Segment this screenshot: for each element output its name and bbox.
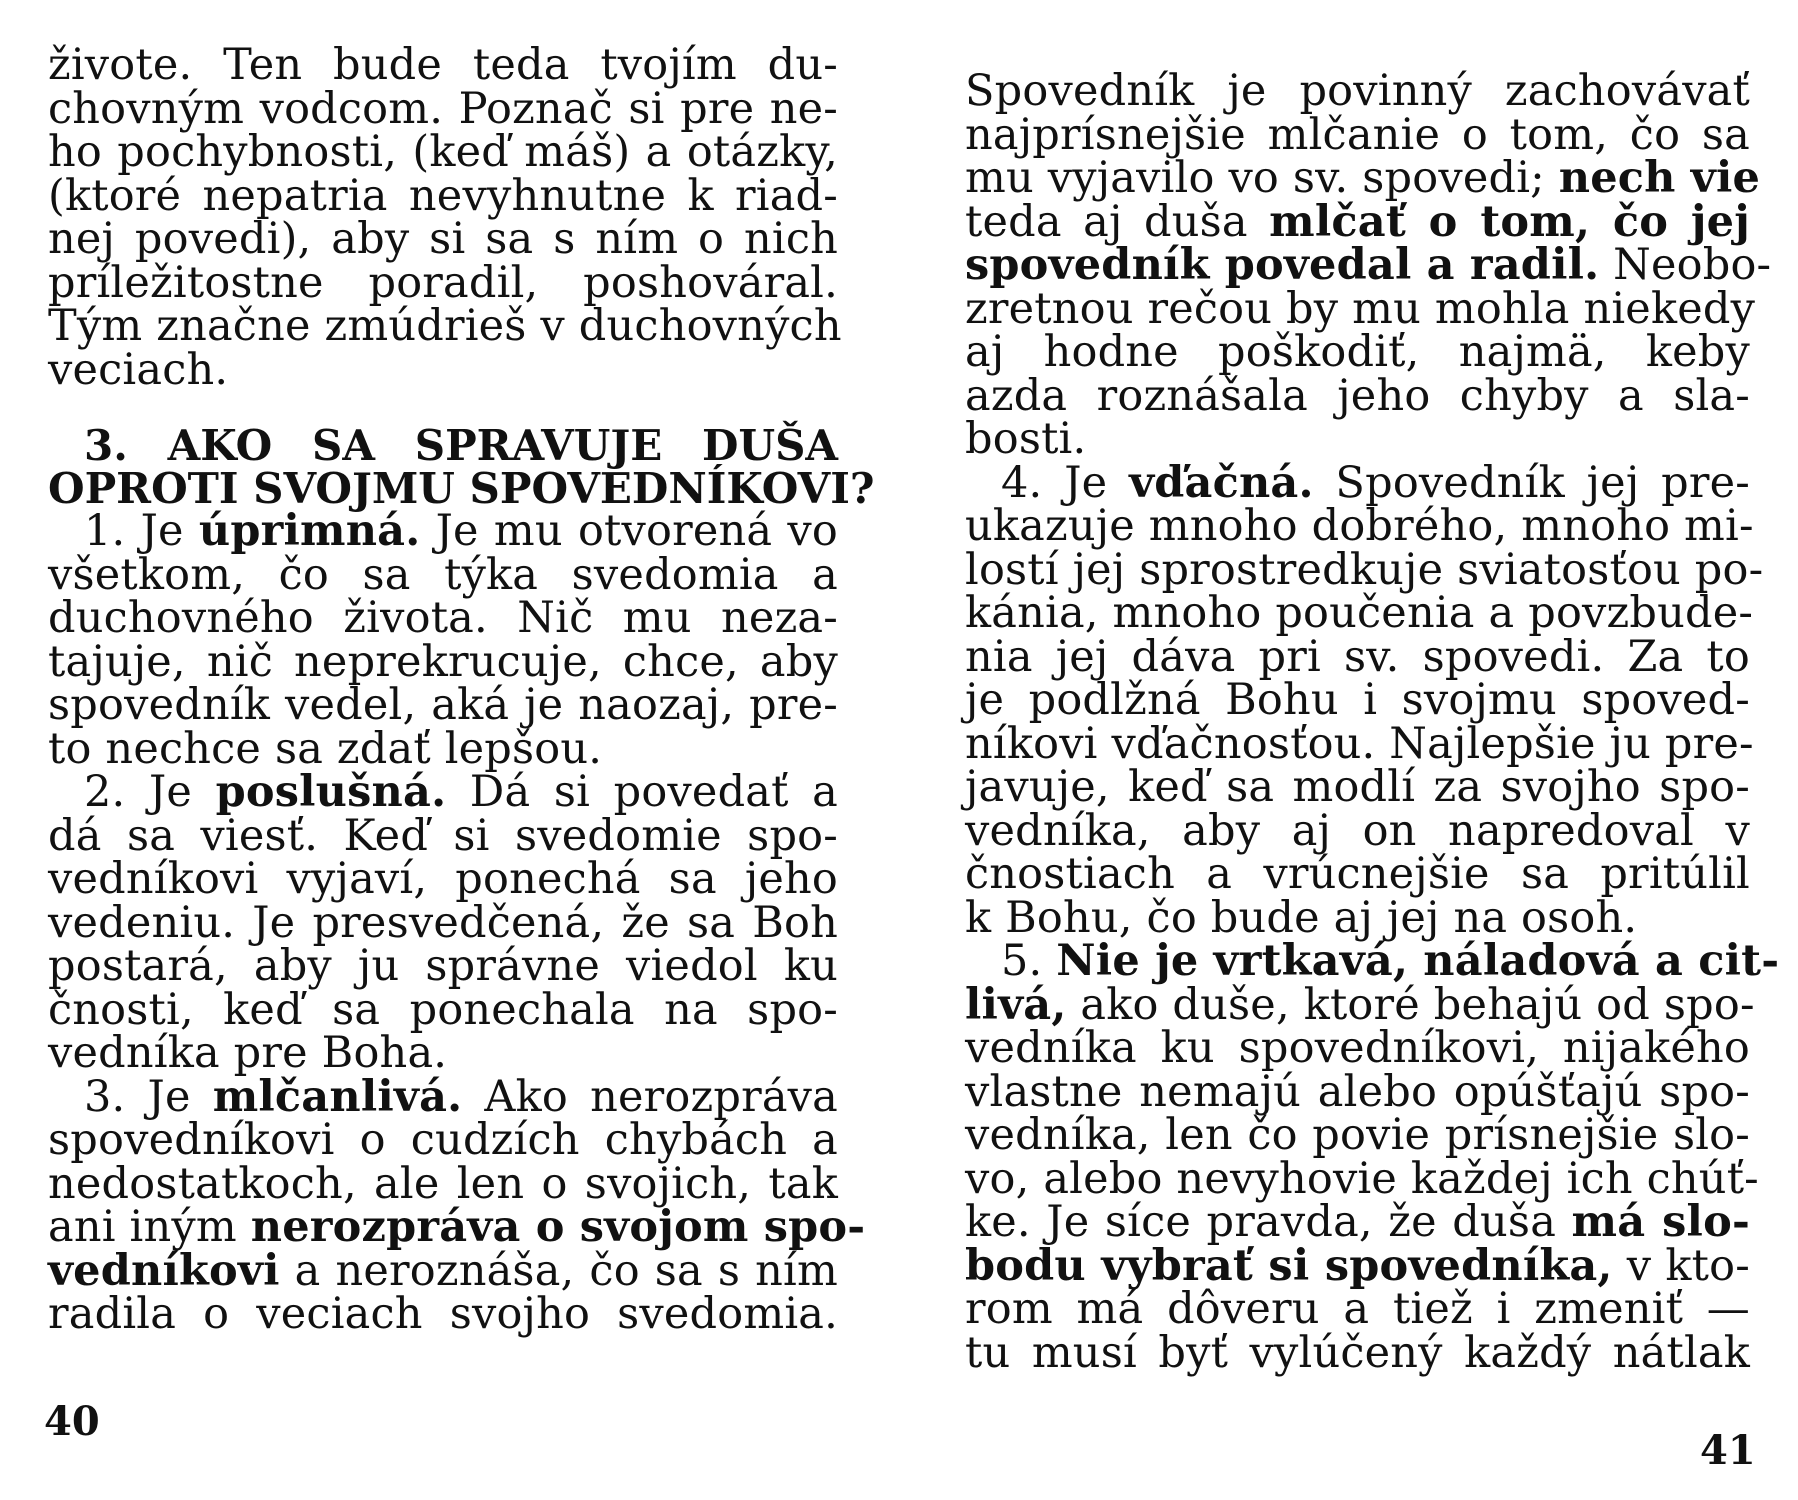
bold-term: bodu vybrať si spovedníka, (965, 1240, 1613, 1291)
text-line: vedníka, len čo povie prísnejšie slo- (965, 1110, 1750, 1160)
text-span: ako duše, ktoré behajú od spo- (1066, 979, 1755, 1030)
text-line: to nechce sa zdať lepšou. (48, 723, 603, 774)
text-line: Tým značne zmúdrieš v duchovných (48, 301, 842, 351)
text-line: aj hodne poškodiť, najmä, keby (965, 327, 1750, 377)
text-span: 5. (1001, 936, 1057, 986)
spacer (48, 392, 838, 424)
text-span: v kto- (1612, 1240, 1750, 1291)
text-span: Neobo- (1599, 240, 1772, 290)
text-span: Dá si povedať a (446, 767, 838, 817)
text-line: radila o veciach svojho svedomia. (48, 1289, 838, 1339)
text-span: ke. Je síce pravda, že duša (965, 1197, 1572, 1247)
page-number-left: 40 (44, 1398, 100, 1445)
left-page (48, 40, 875, 1339)
text-line (965, 979, 1755, 1030)
text-line: vedníka ku spovedníkovi, nijakého (965, 1023, 1750, 1073)
text-line: lostí jej sprostredkuje sviatosťou po- (965, 544, 1764, 595)
text-span: Je mu otvorená vo (420, 506, 839, 556)
text-line: živote. Ten bude teda tvojím du- (48, 40, 838, 90)
bold-term: úprimná. (198, 506, 421, 556)
bold-term: spovedník povedal a radil. (965, 240, 1600, 290)
text-line: zretnou rečou by mu mohla niekedy (965, 283, 1756, 334)
text-span: a neroznáša, čo sa s ním (279, 1245, 838, 1296)
bold-term: livá, (965, 979, 1067, 1030)
text-line: k Bohu, čo bude aj jej na osoh. (965, 892, 1638, 943)
text-line: níkovi vďačnosťou. Najlepšie ju pre- (965, 718, 1754, 769)
section-heading-line2: OPROTI SVOJMU SPOVEDNÍKOVI? (48, 464, 875, 513)
paragraph-5-first-line (965, 936, 1780, 986)
text-line: dá sa viesť. Keď si svedomie spo- (48, 810, 838, 861)
text-span: teda aj duša (965, 196, 1270, 247)
text-line: vedeniu. Je presvedčená, že sa Boh (48, 897, 838, 948)
text-span: 3. Je (84, 1071, 213, 1122)
text-line: ukazuje mnoho dobrého, mnoho mi- (965, 501, 1754, 551)
text-line: tajuje, nič neprekrucuje, chce, aby (48, 636, 838, 687)
bold-term: mlčať o tom, čo jej (1269, 196, 1750, 247)
page-number-right: 41 (1700, 1427, 1756, 1474)
bold-term: vďačná. (1129, 457, 1314, 508)
text-line: postará, aby ju správne viedol ku (48, 941, 838, 991)
text-span: 2. Je (84, 767, 216, 817)
text-line: je podlžná Bohu i svojmu spoved- (965, 675, 1750, 725)
text-line: vedníkovi vyjaví, ponechá sa jeho (48, 854, 838, 904)
text-line: duchovného života. Nič mu neza- (48, 593, 838, 643)
text-line: ho pochybnosti, (keď máš) a otázky, (48, 127, 838, 177)
text-line: azda roznášala jeho chyby a sla- (965, 370, 1750, 421)
bold-term: nerozpráva o svojom spo- (250, 1202, 866, 1252)
text-span: 1. Je (84, 506, 199, 556)
text-line: vedníka, aby aj on napredoval v (965, 805, 1750, 856)
bold-term: vedníkovi (48, 1245, 280, 1296)
paragraph-3-first-line (48, 1071, 838, 1122)
section-heading-line1: 3. AKO SA SPRAVUJE DUŠA (84, 421, 838, 470)
text-line: nej povedi), aby si sa s ním o nich (48, 214, 838, 264)
bold-term: nech vie (1558, 153, 1761, 203)
text-span: Ako nerozpráva (462, 1071, 838, 1122)
text-line (48, 1245, 838, 1296)
text-span: mu vyjavilo vo sv. spovedi; (965, 153, 1559, 203)
text-line: javuje, keď sa modlí za svojho spo- (965, 762, 1750, 812)
text-line: najprísnejšie mlčanie o tom, čo sa (965, 109, 1750, 160)
text-line: čnostiach a vrúcnejšie sa pritúlil (965, 849, 1750, 899)
text-line: spovedník vedel, aká je naozaj, pre- (48, 680, 838, 730)
paragraph-1-first-line (48, 506, 839, 556)
bold-term: má slo- (1571, 1197, 1750, 1247)
text-line: nedostatkoch, ale len o svojich, tak (48, 1158, 838, 1209)
text-line: bosti. (965, 414, 1087, 464)
text-line: nia jej dáva pri sv. spovedi. Za to (965, 631, 1750, 682)
text-line: chovným vodcom. Poznač si pre ne- (48, 83, 838, 134)
text-line: vo, alebo nevyhovie každej ich chúť- (965, 1153, 1759, 1204)
text-line: veciach. (48, 344, 229, 395)
text-line (965, 240, 1772, 290)
text-line (48, 1202, 866, 1252)
text-line (965, 153, 1761, 203)
text-span: Spovedník jej pre- (1313, 457, 1750, 508)
paragraph-4-first-line (965, 457, 1750, 508)
text-line (965, 196, 1750, 247)
text-line (965, 1240, 1750, 1291)
text-line: tu musí byť vylúčený každý nátlak (965, 1327, 1750, 1378)
text-line (965, 1197, 1750, 1247)
bold-term: Nie je vrtkavá, náladová a cit- (1056, 936, 1780, 986)
text-span: 4. Je (1001, 457, 1130, 508)
text-line: rom má dôveru a tiež i zmeniť — (965, 1284, 1750, 1334)
text-line: spovedníkovi o cudzích chybách a (48, 1115, 838, 1165)
bold-term: mlčanlivá. (212, 1071, 463, 1122)
text-line: čnosti, keď sa ponechala na spo- (48, 984, 838, 1035)
text-line: vlastne nemajú alebo opúšťajú spo- (965, 1066, 1750, 1117)
text-line: (ktoré nepatria nevyhnutne k riad- (48, 170, 838, 221)
text-line: kánia, mnoho poučenia a povzbude- (965, 588, 1754, 638)
text-line: príležitostne poradil, poshováral. (48, 257, 838, 308)
text-span: ani iným (48, 1202, 251, 1252)
paragraph-2-first-line (48, 767, 838, 817)
text-line: vedníka pre Boha. (48, 1028, 448, 1078)
right-page (965, 66, 1780, 1378)
text-line: všetkom, čo sa týka svedomia a (48, 549, 838, 600)
text-line: Spovedník je povinný zachovávať (965, 66, 1750, 116)
bold-term: poslušná. (215, 767, 447, 817)
